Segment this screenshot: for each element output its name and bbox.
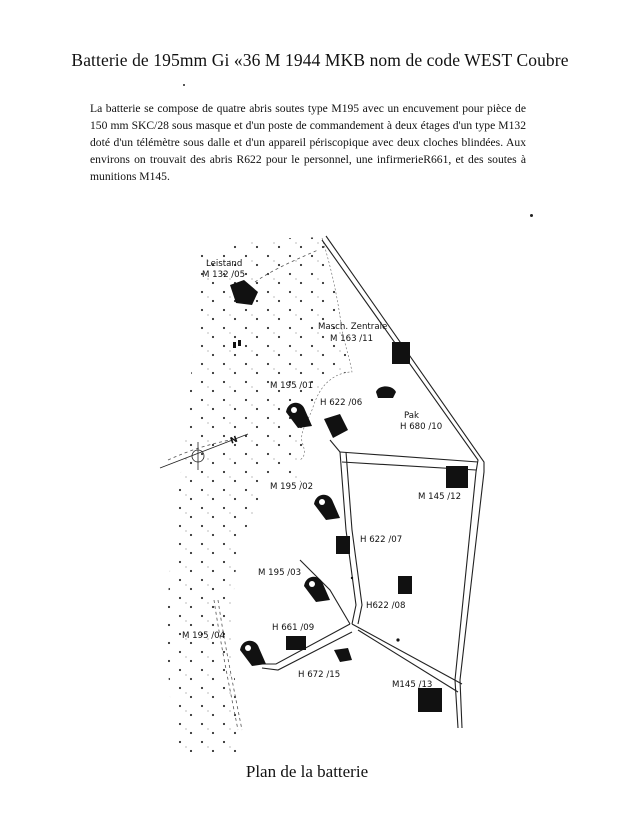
label-pak: Pak bbox=[404, 411, 420, 421]
bunker-h661 bbox=[286, 636, 306, 650]
label-h622-08: H622 /08 bbox=[366, 601, 406, 611]
label-m145-13: M145 /13 bbox=[392, 680, 433, 690]
scan-speck bbox=[183, 84, 185, 86]
bunker-m163 bbox=[392, 342, 410, 364]
bunker-h622-08 bbox=[398, 576, 412, 594]
label-m132: M 132 /05 bbox=[202, 270, 246, 280]
label-h622-07: H 622 /07 bbox=[360, 535, 403, 545]
label-m145-12: M 145 /12 bbox=[418, 492, 462, 502]
label-h680: H 680 /10 bbox=[400, 422, 443, 432]
casemate-m195-03 bbox=[304, 577, 330, 602]
battery-plan-map bbox=[0, 225, 640, 755]
label-m195-03: M 195 /03 bbox=[258, 568, 302, 578]
bunker-h622-06 bbox=[324, 414, 348, 438]
label-m195-02: M 195 /02 bbox=[270, 482, 314, 492]
bunker-h672 bbox=[334, 648, 352, 662]
document-title: Batterie de 195mm Gi «36 M 1944 MKB nom de code WEST Coubre bbox=[71, 50, 569, 70]
label-h672: H 672 /15 bbox=[298, 670, 341, 680]
map-caption: Plan de la batterie bbox=[245, 762, 369, 781]
bunker-pak bbox=[376, 386, 396, 398]
label-m195-01: M 195 /01 bbox=[270, 381, 314, 391]
casemate-m195-04 bbox=[240, 641, 266, 666]
label-m195-04: M 195 /04 bbox=[182, 631, 226, 641]
label-m163: M 163 /11 bbox=[330, 334, 374, 344]
bunker-m145-12 bbox=[446, 466, 468, 488]
label-leistand: Leistand bbox=[206, 259, 243, 269]
north-label: N bbox=[228, 434, 240, 447]
description-paragraph: La batterie se compose de quatre abris soutes type M195 avec un encuvement pour pièce de 150 mm SKC/28 sous masque et d'un poste de commandement à deux étages d'un type M132 doté d'un télémètre sous dalle et d'un appareil périscopique avec deux cloches blindées. Aux environs on trouvait des abris R622 pour le personnel, une infirmerieR661, et des soutes à munitions M145. bbox=[90, 102, 526, 183]
casemate-m195-02 bbox=[314, 495, 340, 520]
bunker-h622-07 bbox=[336, 536, 350, 554]
bunker-m145-13 bbox=[418, 688, 442, 712]
label-h622-06: H 622 /06 bbox=[320, 398, 363, 408]
scan-speck bbox=[530, 214, 533, 217]
label-h661: H 661 /09 bbox=[272, 623, 315, 633]
label-masch: Masch. Zentrale bbox=[318, 322, 388, 332]
